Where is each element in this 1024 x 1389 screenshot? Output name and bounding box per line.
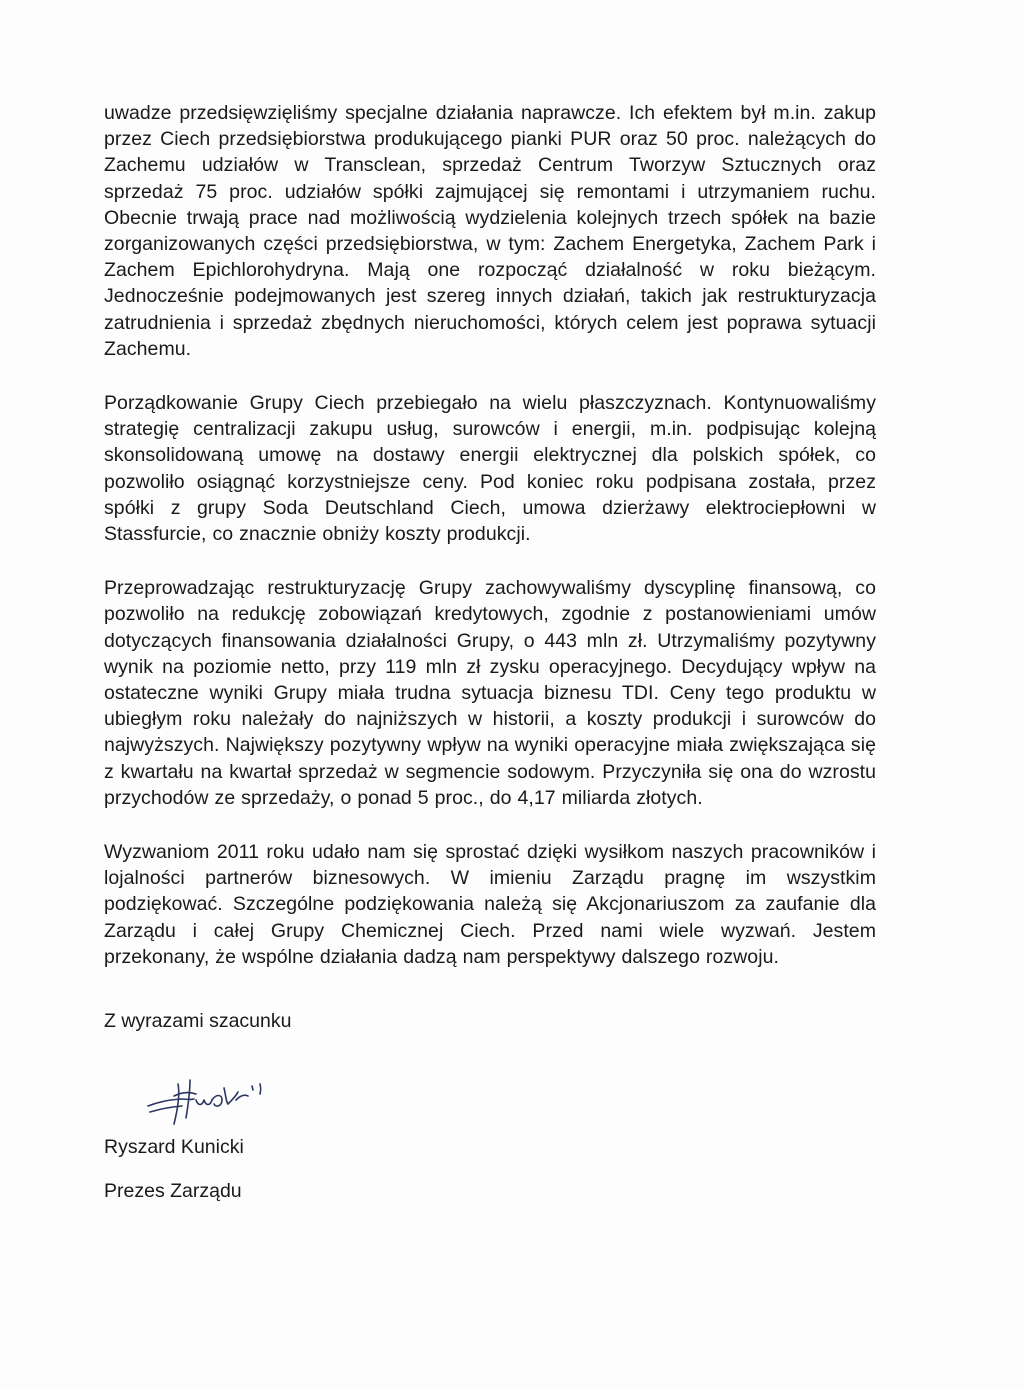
closing-salutation: Z wyrazami szacunku [104, 1010, 292, 1032]
paragraph-group-organization: Porządkowanie Grupy Ciech przebiegało na wielu płaszczyznach. Kontynuowaliśmy strategię centralizacji zakupu usług, surowców i energii, m.in. podpisując kolejną skonsolidowaną umowę na dostawy energii elektrycznej dla polskich spółek, co pozwoliło osiągnąć korzystniejsze ceny. Pod koniec roku podpisana została, przez spółki z grupy Soda Deutschland Ciech, umowa dzierżawy elektrociepłowni w Stassfurcie, co znacznie obniży koszty produkcji. [104, 392, 876, 546]
signer-title: Prezes Zarządu [104, 1180, 242, 1202]
handwritten-signature-icon [140, 1066, 270, 1132]
letter-body [104, 100, 876, 970]
paragraph-financial-results: Przeprowadzając restrukturyzację Grupy zachowywaliśmy dyscyplinę finansową, co pozwoliło na redukcję zobowiązań kredytowych, zgodnie z postanowieniami umów dotyczących finansowania działalności Grupy, o 443 mln zł. Utrzymaliśmy pozytywny wynik na poziomie netto, przy 119 mln zł zysku operacyjnego. Decydujący wpływ na ostateczne wyniki Grupy miała trudna sytuacja biznesu TDI. Ceny tego produktu w ubiegłym roku należały do najniższych w historii, a koszty produkcji i surowców do najwyższych. Największy pozytywny wpływ na wyniki operacyjne miała zwiększająca się z kwartału na kwartał sprzedaż w segmencie sodowym. Przyczyniła się ona do wzrostu przychodów ze sprzedaży, o ponad 5 proc., do 4,17 miliarda złotych. [104, 577, 876, 809]
paragraph-thanks: Wyzwaniom 2011 roku udało nam się sprostać dzięki wysiłkom naszych pracowników i lojalności partnerów biznesowych. W imieniu Zarządu pragnę im wszystkim podziękować. Szczególne podziękowania należą się Akcjonariuszom za zaufanie dla Zarządu i całej Grupy Chemicznej Ciech. Przed nami wiele wyzwań. Jestem przekonany, że wspólne działania dadzą nam perspektywy dalszego rozwoju. [104, 841, 876, 968]
signer-name: Ryszard Kunicki [104, 1136, 244, 1158]
paragraph-restructuring-zachem: uwadze przedsięwzięliśmy specjalne działania naprawcze. Ich efektem był m.in. zakup przez Ciech przedsiębiorstwa produkującego pianki PUR oraz 50 proc. należących do Zachemu udziałów w Transclean, sprzedaż Centrum Tworzyw Sztucznych oraz sprzedaż 75 proc. udziałów spółki zajmującej się remontami i utrzymaniem ruchu. Obecnie trwają prace nad możliwością wydzielenia kolejnych trzech spółek na bazie zorganizowanych części przedsiębiorstwa, w tym: Zachem Energetyka, Zachem Park i Zachem Epichlorohydryna. Mają one rozpocząć działalność w roku bieżącym. Jednocześnie podejmowanych jest szereg innych działań, takich jak restrukturyzacja zatrudnienia i sprzedaż zbędnych nieruchomości, których celem jest poprawa sytuacji Zachemu. [104, 102, 876, 360]
